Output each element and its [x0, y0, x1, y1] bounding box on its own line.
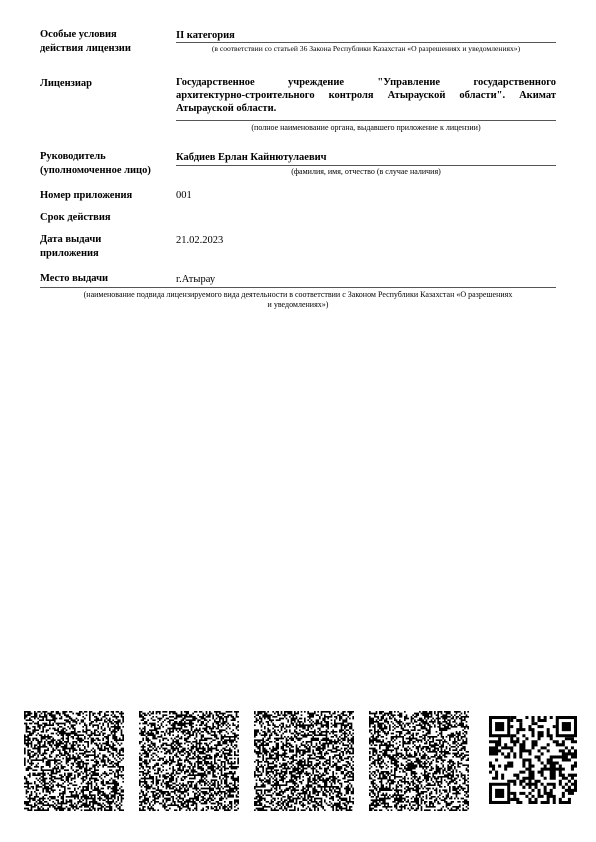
annex-number-value: 001: [176, 190, 192, 201]
head-label: Руководитель (уполномоченное лицо): [40, 151, 151, 176]
licensor-label: Лицензиар: [40, 78, 92, 89]
conditions-value: II категория: [176, 30, 235, 41]
datamatrix-code-1: [24, 711, 124, 811]
qr-code: [489, 716, 577, 804]
place-label: Место выдачи: [40, 273, 109, 284]
datamatrix-code-4: [369, 711, 469, 811]
place-note: (наименование подвида лицензируемого вида деятельности в соответствии с Законом Республики Казахстан «О разрешениях и уведомлениях»): [83, 290, 513, 309]
licensor-note: (полное наименование органа, выдавшего приложение к лицензии): [251, 123, 481, 132]
issue-date-label: Дата выдачи приложения: [40, 234, 102, 259]
head-note: (фамилия, имя, отчество (в случае наличия): [291, 167, 441, 176]
conditions-label: Особые условия действия лицензии: [40, 29, 131, 54]
validity-label: Срок действия: [40, 212, 111, 223]
issue-date-value: 21.02.2023: [176, 235, 224, 246]
place-underline: [40, 287, 556, 288]
licensor-value: Государственное учреждение "Управление государственного архитектурно-строительного контроля Атырауской области". Акимат Атырауской области.: [176, 77, 556, 114]
head-underline: [176, 165, 556, 166]
conditions-note: (в соответствии со статьей 36 Закона Республики Казахстан «О разрешениях и уведомлениях»): [211, 44, 521, 53]
datamatrix-code-3: [254, 711, 354, 811]
licensor-underline: [176, 120, 556, 121]
head-value: Кабдиев Ерлан Кайнютулаевич: [176, 152, 327, 163]
annex-number-label: Номер приложения: [40, 190, 133, 201]
conditions-underline: [176, 42, 556, 43]
datamatrix-code-2: [139, 711, 239, 811]
place-value: г.Атырау: [176, 274, 216, 285]
